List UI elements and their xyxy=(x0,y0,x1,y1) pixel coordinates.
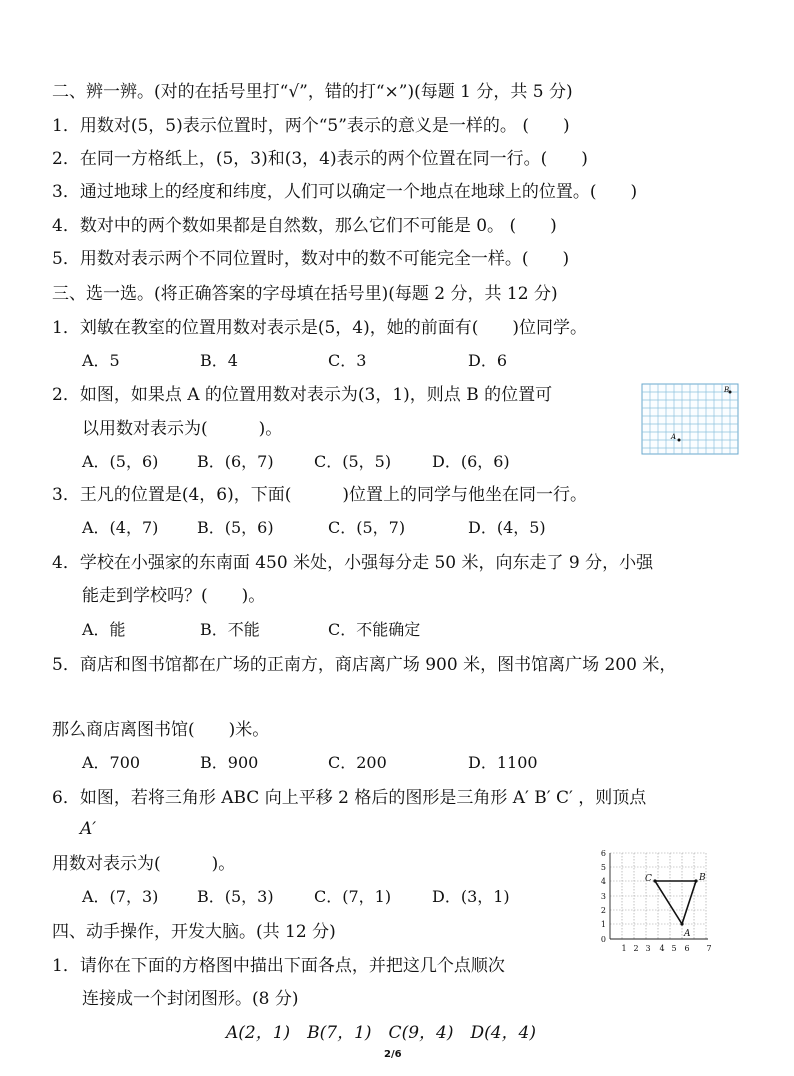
q2-stem-line1: 2．如图，如果点 A 的位置用数对表示为(3，1)，则点 B 的位置可 xyxy=(52,385,553,405)
q6-option-d: D．(3，1) xyxy=(432,887,510,906)
q3-stem: 3．王凡的位置是(4，6)，下面( )位置上的同学与他坐在同一行。 xyxy=(52,485,587,505)
q4-stem-line2: 能走到学校吗？( )。 xyxy=(82,586,266,606)
q6-stem-line1: 6．如图，若将三角形 ABC 向上平移 2 格后的图形是三角形 A′ B′ C′ ，则顶点 xyxy=(52,788,647,808)
section4-q1-line1: 1．请你在下面的方格图中描出下面各点，并把这几个点顺次 xyxy=(52,956,505,976)
q6-option-c: C．(7，1) xyxy=(314,887,392,906)
q6-y-tick-6: 6 xyxy=(600,849,606,858)
q6-y-tick-0: 0 xyxy=(600,935,606,944)
q1-option-d: D．6 xyxy=(468,351,508,370)
q6-x-tick-5: 5 xyxy=(671,944,677,953)
q5-option-c: C．200 xyxy=(328,753,387,772)
q6-y-tick-1: 1 xyxy=(600,920,606,929)
q2-point-a xyxy=(678,439,681,442)
section2-item-4: 4．数对中的两个数如果都是自然数，那么它们不可能是 0。 ( ) xyxy=(52,216,557,236)
section3-title: 三、选一选。(将正确答案的字母填在括号里)(每题 2 分，共 12 分) xyxy=(52,284,558,304)
section2-item-3: 3．通过地球上的经度和纬度，人们可以确定一个地点在地球上的位置。( ) xyxy=(52,182,638,202)
section4-points: A(2，1) B(7，1) C(9，4) D(4，4) xyxy=(226,1023,536,1043)
q2-option-b: B．(6，7) xyxy=(197,452,274,471)
q6-label-c: C xyxy=(645,874,652,884)
section2-title: 二、辨一辨。(对的在括号里打“√”，错的打“×”)(每题 1 分，共 5 分) xyxy=(52,82,573,102)
q3-option-b: B．(5，6) xyxy=(197,518,274,537)
q3-option-c: C．(5，7) xyxy=(328,518,406,537)
q5-option-a: A．700 xyxy=(82,753,141,772)
q6-y-tick-4: 4 xyxy=(600,877,606,886)
q1-option-b: B．4 xyxy=(200,351,238,370)
q6-y-tick-2: 2 xyxy=(600,906,606,915)
q6-stem-line3: 用数对表示为( )。 xyxy=(52,854,236,874)
q5-stem-line1: 5．商店和图书馆都在广场的正南方，商店离广场 900 米，图书馆离广场 200 米， xyxy=(52,655,677,675)
section2-item-2: 2．在同一方格纸上，(5，3)和(3，4)表示的两个位置在同一行。( ) xyxy=(52,149,588,169)
q3-option-d: D．(4，5) xyxy=(468,518,546,537)
q6-x-tick-4: 4 xyxy=(659,944,665,953)
q1-option-a: A．5 xyxy=(82,351,120,370)
q2-stem-line2: 以用数对表示为( )。 xyxy=(82,419,283,439)
q6-x-tick-2: 2 xyxy=(633,944,639,953)
q6-x-tick-7: 7 xyxy=(706,944,712,953)
page-number: 2/6 xyxy=(384,1049,402,1060)
q6-y-tick-5: 5 xyxy=(600,863,606,872)
section2-item-5: 5．用数对表示两个不同位置时，数对中的数不可能完全一样。( ) xyxy=(52,249,570,269)
section4-title: 四、动手操作，开发大脑。(共 12 分) xyxy=(52,922,336,942)
q6-x-tick-1: 1 xyxy=(621,944,627,953)
q6-option-a: A．(7，3) xyxy=(82,887,159,906)
q2-option-a: A．(5，6) xyxy=(82,452,159,471)
q6-label-b: B xyxy=(699,873,706,883)
q6-label-a: A xyxy=(684,929,691,939)
q2-label-b: B xyxy=(724,386,730,394)
q6-x-tick-3: 3 xyxy=(645,944,651,953)
q2-option-c: C．(5，5) xyxy=(314,452,392,471)
q2-option-d: D．(6，6) xyxy=(432,452,510,471)
q3-option-a: A．(4，7) xyxy=(82,518,159,537)
section2-item-1: 1．用数对(5，5)表示位置时，两个“5”表示的意义是一样的。 ( ) xyxy=(52,116,570,136)
q1-stem: 1．刘敏在教室的位置用数对表示是(5，4)，她的前面有( )位同学。 xyxy=(52,318,587,338)
q2-grid-figure xyxy=(641,383,741,457)
q5-option-d: D．1100 xyxy=(468,753,538,772)
q4-stem-line1: 4．学校在小强家的东南面 450 米处，小强每分走 50 米，向东走了 9 分，小强 xyxy=(52,553,654,573)
q6-grid-figure xyxy=(592,845,722,953)
q4-option-b: B．不能 xyxy=(200,620,260,639)
q1-option-c: C．3 xyxy=(328,351,367,370)
q6-triangle-abc xyxy=(655,881,696,924)
q4-option-a: A．能 xyxy=(82,620,126,639)
q2-label-a: A xyxy=(671,433,677,441)
q4-option-c: C．不能确定 xyxy=(328,620,421,639)
q6-y-tick-3: 3 xyxy=(600,892,606,901)
q5-option-b: B．900 xyxy=(200,753,259,772)
q6-stem-line2: A′ xyxy=(80,819,97,839)
q6-x-tick-6: 6 xyxy=(684,944,690,953)
section4-q1-line2: 连接成一个封闭图形。(8 分) xyxy=(82,989,299,1009)
q6-option-b: B．(5，3) xyxy=(197,887,274,906)
q5-stem-line2: 那么商店离图书馆( )米。 xyxy=(52,720,270,740)
